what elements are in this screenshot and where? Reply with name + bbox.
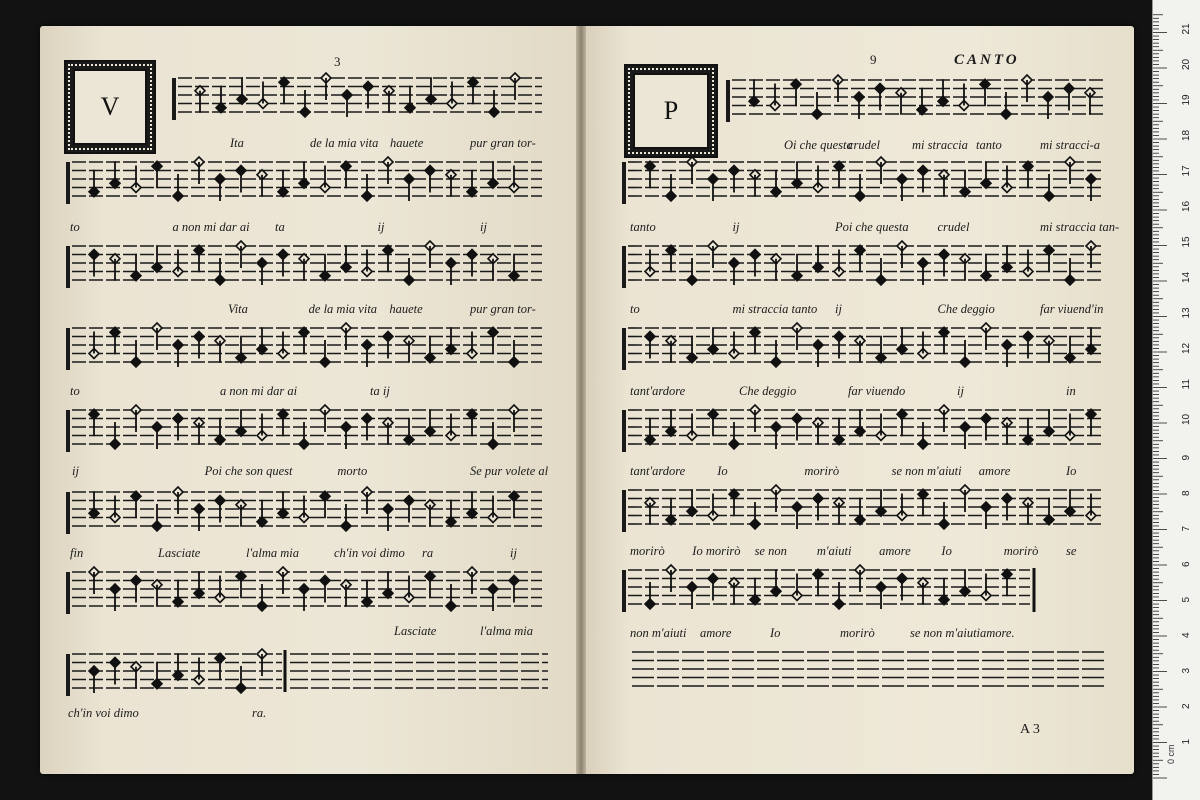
- left_page-lyric-syllable: ij: [377, 220, 385, 234]
- right_page-lyric-syllable: amore: [700, 626, 732, 640]
- right_page-lyric-syllable: ij: [732, 220, 740, 234]
- ruler-number: 8: [1181, 490, 1192, 496]
- left-staff-clef: [66, 246, 70, 288]
- left_page-lyric-syllable: ij: [510, 546, 517, 560]
- signature-mark: A 3: [1020, 722, 1040, 737]
- left-page-mark: 3: [334, 54, 341, 69]
- right_page-lyric-syllable: Io: [717, 464, 728, 478]
- left_page-lyric-syllable: ij: [72, 464, 79, 478]
- left-staff-clef: [66, 492, 70, 534]
- right-staff-clef: [622, 410, 626, 452]
- ruler-number: 4: [1181, 632, 1192, 638]
- right_page-lyric-syllable: mi straccia tanto: [732, 302, 818, 316]
- left_page-lyric-syllable: pur gran tor-: [470, 302, 536, 316]
- right_page-lyric-syllable: amore: [978, 464, 1011, 478]
- right_page-lyric-syllable: morirò: [840, 626, 875, 640]
- right-staff-clef: [622, 490, 626, 532]
- left_page-lyric-syllable: fin: [70, 546, 84, 560]
- right_page-lyric-syllable: morirò: [630, 544, 665, 558]
- left_page-lyric-syllable: to: [70, 384, 80, 398]
- right_page-lyric-syllable: tant'ardore: [630, 464, 686, 478]
- left_page-lyric-syllable: ta: [275, 220, 285, 234]
- left_page-lyric-syllable: de la mia vita: [308, 302, 378, 316]
- left_page-lyric-syllable: ta ij: [370, 384, 390, 398]
- ruler-number: 18: [1181, 129, 1192, 141]
- left_page-lyric-syllable: hauete: [389, 302, 423, 316]
- right-staff-clef: [622, 162, 626, 204]
- right_page-lyric-syllable: tanto: [630, 220, 656, 234]
- right_page-lyric-syllable: Io: [770, 626, 781, 640]
- ruler-number: 20: [1181, 58, 1192, 70]
- right-staff-clef: [622, 570, 626, 612]
- left-staff-clef: [66, 162, 70, 204]
- ruler-number: 1: [1181, 738, 1192, 745]
- left_page-lyric-syllable: Lasciate: [158, 546, 201, 560]
- right_page-lyric-syllable: se non m'aiuti: [891, 464, 962, 478]
- left-staff-clef: [66, 328, 70, 370]
- right_page-lyric-syllable: mi stracci-a: [1040, 138, 1101, 152]
- left_page-lyric-syllable: morto: [337, 464, 368, 478]
- right_page-lyric-syllable: Che deggio: [739, 384, 797, 398]
- left_page-lyric-syllable: Ita: [230, 136, 244, 150]
- right_page-lyric-syllable: morirò: [804, 464, 840, 478]
- left_page-lyric-syllable: ch'in voi dimo: [334, 546, 405, 560]
- right-staff-clef: [622, 328, 626, 370]
- left_page-lyric-syllable: ra.: [252, 706, 267, 720]
- right_page-lyric-syllable: se: [1066, 544, 1077, 558]
- ruler-ticks: [1153, 0, 1200, 800]
- ruler-number: 2: [1181, 703, 1192, 709]
- right_page-lyric-syllable: amore.: [980, 626, 1015, 640]
- ruler-number: 11: [1181, 379, 1192, 390]
- measuring-ruler: [1152, 0, 1200, 800]
- left-staff-clef: [66, 410, 70, 452]
- left_page-lyric-syllable: a non mi dar ai: [220, 384, 298, 398]
- right_page-lyric-syllable: tant'ardore: [630, 384, 686, 398]
- ruler-unit-label: 0 cm: [1166, 744, 1176, 764]
- right-staff-clef: [622, 246, 626, 288]
- right_page-lyric-syllable: far viuend'in: [1040, 302, 1104, 316]
- ruler-number: 15: [1181, 236, 1192, 248]
- ruler-number: 17: [1181, 165, 1192, 177]
- initial-letter: P: [633, 73, 709, 149]
- ruler-number: 14: [1181, 271, 1192, 283]
- left_page-lyric-syllable: de la mia vita: [310, 136, 379, 150]
- ruler-number: 16: [1181, 200, 1192, 212]
- ruler-number: 19: [1181, 94, 1192, 106]
- right_page-lyric-syllable: in: [1066, 384, 1076, 398]
- left-staff-clef: [66, 572, 70, 614]
- right_page-lyric-syllable: Io: [1066, 464, 1077, 478]
- right-page-mark: 9: [870, 52, 877, 67]
- right_page-lyric-syllable: far viuendo: [848, 384, 906, 398]
- right_page-lyric-syllable: m'aiuti: [816, 544, 852, 558]
- right_page-lyric-syllable: mi straccia tan-: [1040, 220, 1120, 234]
- left_page-lyric-syllable: Lasciate: [394, 624, 437, 638]
- left_page-lyric-syllable: ij: [480, 220, 487, 234]
- ruler-number: 6: [1181, 561, 1192, 567]
- ruler-number: 13: [1181, 307, 1192, 319]
- left_page-lyric-syllable: Se pur volete al: [470, 464, 549, 478]
- right_page-lyric-syllable: crudel: [848, 138, 880, 152]
- right_page-lyric-syllable: morirò: [1003, 544, 1039, 558]
- right_page-lyric-syllable: se non m'aiuti: [910, 626, 981, 640]
- left_page-lyric-syllable: pur gran tor-: [470, 136, 536, 150]
- ruler-number: 3: [1181, 667, 1192, 674]
- left-staff-clef: [66, 654, 70, 696]
- right_page-lyric-syllable: mi straccia: [912, 138, 968, 152]
- right-staff-clef: [726, 80, 730, 122]
- left_page-lyric-syllable: a non mi dar ai: [172, 220, 250, 234]
- left_page-lyric-syllable: ra: [422, 546, 434, 560]
- voice-heading: CANTO: [954, 52, 1020, 68]
- right_page-lyric-syllable: se non: [754, 544, 787, 558]
- right_page-lyric-syllable: amore: [879, 544, 911, 558]
- left-staff-clef: [172, 78, 176, 120]
- left_page-lyric-syllable: to: [70, 220, 80, 234]
- right_page-lyric-syllable: to: [630, 302, 640, 316]
- right_page-lyric-syllable: non m'aiuti: [630, 626, 687, 640]
- initial-letter: V: [73, 69, 147, 145]
- right_page-lyric-syllable: Che deggio: [937, 302, 995, 316]
- left_page-lyric-syllable: l'alma mia: [246, 546, 300, 560]
- right_page-lyric-syllable: Poi che questa: [835, 220, 909, 234]
- right_page-lyric-syllable: Io morirò: [692, 544, 741, 558]
- right_page-lyric-syllable: Oi che questa: [784, 138, 853, 152]
- ruler-number: 10: [1181, 413, 1192, 425]
- right_page-lyric-syllable: ij: [957, 384, 964, 398]
- left_page-lyric-syllable: hauete: [390, 136, 424, 150]
- ruler-number: 21: [1181, 23, 1192, 35]
- ruler-number: 7: [1181, 525, 1192, 532]
- right_page-lyric-syllable: tanto: [976, 138, 1002, 152]
- right_page-lyric-syllable: ij: [835, 302, 842, 316]
- left_page-lyric-syllable: Vita: [228, 302, 248, 316]
- left_page-lyric-syllable: ch'in voi dimo: [68, 706, 139, 720]
- ruler-number: 5: [1181, 596, 1192, 603]
- ruler-number: 12: [1181, 342, 1192, 354]
- right_page-lyric-syllable: Io: [941, 544, 952, 558]
- ruler-number: 9: [1181, 454, 1192, 461]
- left_page-lyric-syllable: Poi che son quest: [204, 464, 293, 478]
- right_page-lyric-syllable: crudel: [937, 220, 970, 234]
- left_page-lyric-syllable: l'alma mia: [480, 624, 534, 638]
